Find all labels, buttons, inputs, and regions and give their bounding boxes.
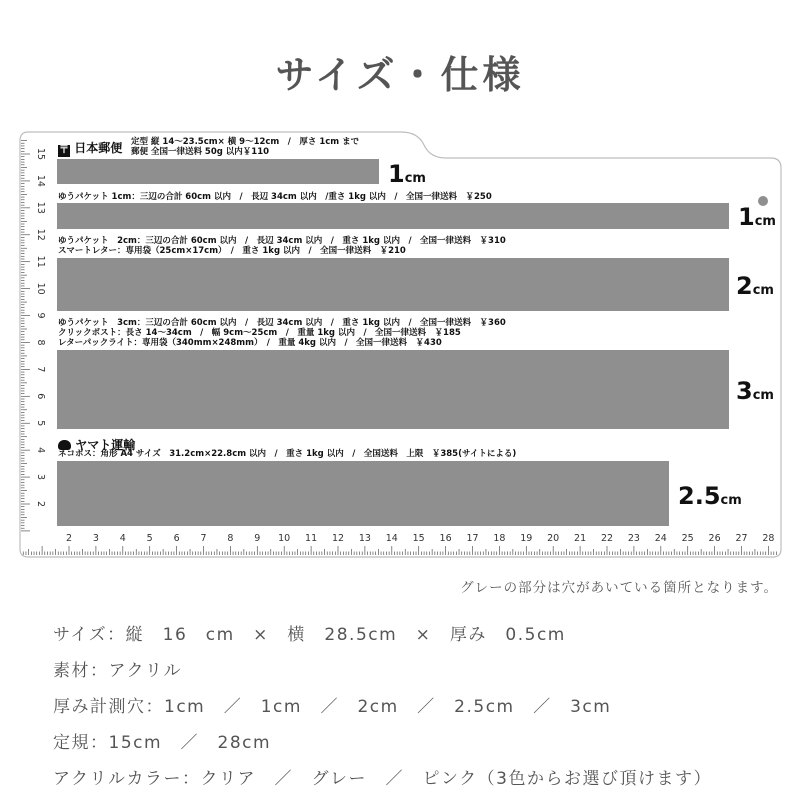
slot-label-1cm: 1cm: [738, 203, 776, 231]
ruler-left-label: 9: [35, 312, 46, 319]
slot-label-2-5cm: 2.5cm: [678, 482, 742, 510]
slot-2cm-spec-1: ゆうパケット 2cm：三辺の合計 60cm 以内 / 長辺 34cm 以内 / 重さ 1kg 以内 / 全国一律送料 ￥310: [58, 236, 506, 246]
ruler-bottom-label: 14: [385, 533, 398, 544]
slot-label-3cm: 3cm: [736, 377, 774, 405]
ruler-bottom-label: 11: [305, 533, 318, 544]
ruler-bottom-label: 28: [762, 533, 775, 544]
ruler-bottom-label: 3: [92, 533, 99, 544]
ruler-left-label: 2: [35, 500, 46, 508]
japan-post-spec-line1: 定型 縦 14～23.5cm× 横 9～12cm / 厚さ 1cm まで: [131, 137, 360, 147]
ruler-bottom-label: 8: [227, 533, 234, 544]
ruler-left-label: 10: [35, 282, 46, 295]
ruler-bottom-label: 27: [735, 533, 748, 544]
ruler-bottom-label: 22: [600, 533, 614, 544]
ruler-bottom-label: 21: [574, 533, 587, 544]
page-title: サイズ・仕様: [275, 53, 525, 97]
ruler-left-label: 4: [35, 447, 46, 454]
spec-size: サイズ：縦 16 cm × 横 28.5cm × 厚み 0.5cm: [53, 625, 566, 645]
ruler-left-label: 14: [35, 174, 46, 187]
ruler-left-label: 6: [35, 393, 46, 400]
japan-post-spec-line2: 郵便 全国一律送料 50g 以内￥110: [131, 147, 270, 157]
slot-3cm-spec-2: クリックポスト：長さ 14～34cm / 幅 9cm～25cm / 重量 1kg 以内 / 全国一律送料 ￥185: [58, 328, 461, 338]
post-mark-icon: 〒: [59, 145, 69, 156]
hole-2-5cm: [57, 461, 669, 526]
hole-caption: グレーの部分は穴があいている箇所となります。: [460, 580, 778, 596]
ruler-bottom-label: 20: [547, 533, 560, 544]
ruler-bottom-label: 7: [200, 533, 207, 544]
slot-3cm-spec-3: レターパックライト：専用袋（340mm×248mm） / 重量 4kg 以内 / 全国一律送料 ￥430: [58, 338, 442, 348]
ruler-bottom-label: 4: [119, 533, 126, 544]
ruler-bottom-label: 10: [278, 533, 291, 544]
japan-post-brand: 〒 日本郵便: [59, 141, 123, 156]
hole-2cm: [57, 258, 729, 311]
hole-1cm: [57, 203, 729, 229]
hole-3cm: [57, 350, 729, 429]
slot-2cm-spec-2: スマートレター：専用袋（25cm×17cm） / 重さ 1kg 以内 / 全国一律送料 ￥210: [58, 246, 406, 256]
acrylic-ruler-board: [18, 131, 783, 558]
ruler-left-label: 8: [35, 339, 46, 346]
ruler-bottom-label: 16: [439, 533, 452, 544]
ruler-bottom-label: 5: [146, 533, 153, 544]
ruler-bottom-label: 19: [520, 533, 533, 544]
ruler-left-label: 3: [35, 474, 46, 481]
slot-3cm-spec-1: ゆうパケット 3cm：三辺の合計 60cm 以内 / 長辺 34cm 以内 / 重さ 1kg 以内 / 全国一律送料 ￥360: [58, 318, 506, 328]
spec-material: 素材：アクリル: [53, 661, 182, 681]
ruler-left-label: 11: [35, 255, 46, 268]
ruler-left-label: 7: [35, 366, 46, 373]
yamato-spec: ネコポス：角形 A4 サイズ 31.2cm×22.8cm 以内 / 重さ 1kg 以内 / 全国送料 上限 ￥385(サイトによる): [58, 449, 517, 459]
ruler-bottom-label: 12: [331, 533, 345, 544]
ruler-left-label: 5: [35, 420, 46, 427]
ruler-bottom-label: 25: [681, 533, 694, 544]
spec-colors: アクリルカラー：クリア ／ グレー ／ ピンク（3色からお選び頂けます）: [53, 769, 712, 789]
yamato-brand: ヤマト運輸: [58, 436, 135, 453]
slot-1cm-spec: ゆうパケット 1cm：三辺の合計 60cm 以内 / 長辺 34cm 以内 /重さ 1kg 以内 / 全国一律送料 ￥250: [58, 192, 492, 202]
ruler-bottom-label: 2: [65, 533, 73, 544]
ruler-bottom-label: 18: [493, 533, 506, 544]
spec-ruler: 定規：15cm ／ 28cm: [53, 733, 272, 753]
ruler-bottom-label: 17: [466, 533, 479, 544]
ruler-bottom-label: 26: [708, 533, 721, 544]
spec-thickness-holes: 厚み計測穴：1cm ／ 1cm ／ 2cm ／ 2.5cm ／ 3cm: [53, 697, 612, 717]
slot-label-japan-post-1cm: 1cm: [388, 160, 426, 188]
ruler-bottom-label: 23: [627, 533, 640, 544]
hole-1cm-japan-post: [57, 159, 379, 184]
ruler-bottom-label: 9: [254, 533, 261, 544]
ruler-bottom-label: 6: [173, 533, 180, 544]
slot-label-2cm: 2cm: [736, 272, 774, 300]
ruler-left-label: 12: [35, 228, 46, 241]
ruler-bottom-label: 24: [654, 533, 667, 544]
ruler-bottom-label: 13: [358, 533, 371, 544]
ruler-left-label: 13: [35, 201, 46, 214]
ruler-left-label: 15: [35, 147, 46, 161]
ruler-bottom-label: 15: [412, 533, 425, 544]
